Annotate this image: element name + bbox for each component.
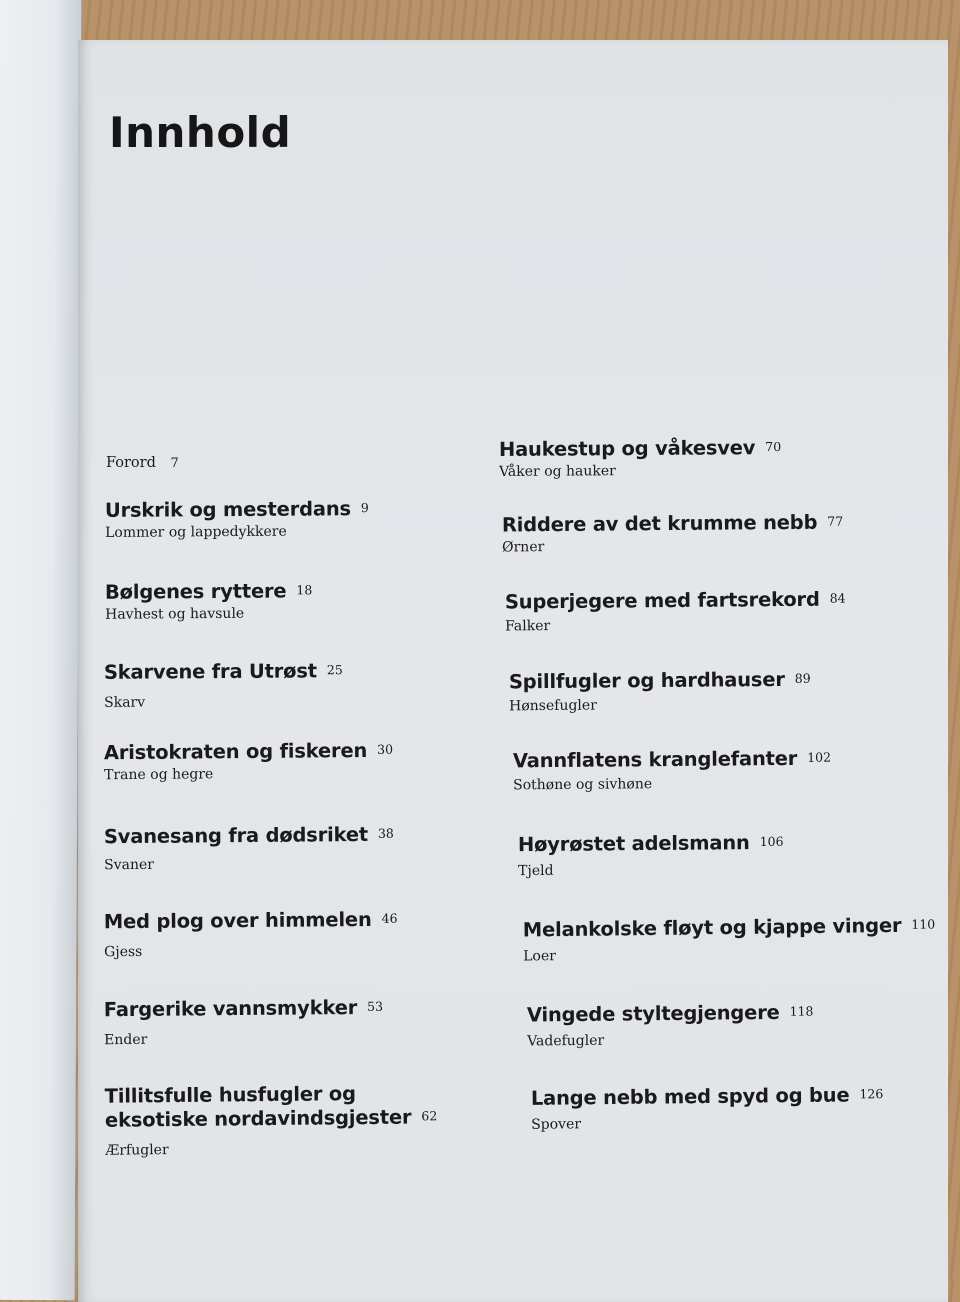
toc-entry — [104, 823, 394, 877]
toc-page-number: 30 — [377, 741, 394, 757]
toc-entry — [105, 1080, 438, 1162]
toc-entry — [513, 747, 832, 797]
toc-entry — [499, 436, 782, 483]
toc-heading: Skarvene fra Utrøst — [103, 659, 317, 684]
toc-entry — [104, 996, 384, 1052]
toc-heading: Med plog over himmelen — [103, 907, 372, 934]
toc-page-number: 9 — [360, 500, 369, 516]
toc-page-number: 53 — [367, 998, 384, 1014]
toc-subtitle: Ender — [104, 1031, 148, 1049]
toc-page-number: 89 — [794, 670, 811, 686]
toc-subtitle: Sothøne og sivhøne — [513, 776, 653, 794]
toc-page-number: 106 — [759, 833, 784, 850]
toc-entry — [509, 668, 811, 718]
toc-heading: Urskrik og mesterdans — [104, 497, 351, 522]
toc-page-number: 110 — [911, 916, 936, 932]
toc-page-number: 102 — [807, 749, 832, 765]
toc-entry — [523, 913, 936, 967]
toc-entry-forord — [106, 455, 179, 471]
toc-entry — [527, 1001, 814, 1053]
toc-heading: Riddere av det krumme nebb — [501, 510, 818, 537]
toc-heading: Superjegere med fartsrekord — [504, 587, 820, 614]
page-title: Innhold — [109, 108, 292, 157]
toc-page-number: 46 — [381, 910, 398, 926]
toc-page-number: 70 — [765, 439, 782, 455]
toc-entry — [105, 497, 369, 544]
toc-subtitle: Tjeld — [518, 862, 554, 880]
toc-page-number: 84 — [829, 590, 846, 606]
toc-entry-label: Forord — [106, 455, 156, 471]
toc-heading: Fargerike vannsmykker — [103, 996, 358, 1022]
toc-page-number: 7 — [170, 456, 179, 471]
toc-page-number: 62 — [421, 1108, 438, 1124]
toc-page-number: 18 — [296, 582, 313, 598]
toc-subtitle: Våker og hauker — [499, 463, 616, 480]
toc-entry — [505, 588, 846, 638]
toc-heading: Høyrøstet adelsmann — [517, 831, 750, 857]
toc-subtitle: Havhest og havsule — [105, 605, 245, 623]
toc-subtitle: Ørner — [502, 539, 545, 556]
toc-heading: Aristokraten og fiskeren — [103, 738, 368, 765]
toc-subtitle: Ærfugler — [105, 1142, 169, 1160]
toc-heading: Vingede styltegjengere — [526, 1000, 780, 1027]
toc-subtitle: Loer — [523, 948, 556, 965]
contents-page — [78, 40, 948, 1302]
toc-heading: Svanesang fra dødsriket — [103, 822, 369, 849]
toc-heading: Spillfugler og hardhauser — [508, 667, 785, 694]
toc-subtitle: Spover — [531, 1116, 582, 1133]
facing-page-edge — [0, 0, 81, 1300]
toc-subtitle: Falker — [505, 618, 551, 635]
toc-entry — [104, 659, 343, 714]
toc-subtitle: Gjess — [104, 943, 143, 961]
toc-page-number: 77 — [827, 513, 844, 529]
toc-subtitle: Svaner — [104, 856, 155, 874]
toc-heading: Vannflatens kranglefanter — [512, 746, 798, 773]
toc-heading: Lange nebb med spyd og bue — [530, 1083, 850, 1110]
toc-page-number: 118 — [789, 1003, 814, 1019]
toc-subtitle: Lommer og lappedykkere — [105, 523, 287, 541]
toc-entry — [105, 579, 313, 626]
toc-subtitle: Hønsefugler — [509, 697, 597, 715]
toc-entry — [104, 739, 393, 787]
toc-page-number: 38 — [377, 825, 394, 841]
toc-heading-line: eksotiske nordavindsgjester — [104, 1105, 412, 1133]
toc-entry — [502, 511, 844, 559]
toc-page-number: 126 — [859, 1086, 884, 1102]
toc-entry — [531, 1083, 884, 1136]
toc-subtitle: Skarv — [104, 694, 146, 711]
toc-heading: Haukestup og våkesvev — [498, 436, 756, 461]
toc-entry — [518, 831, 784, 883]
toc-subtitle: Trane og hegre — [104, 766, 214, 784]
toc-heading-line: Tillitsfulle husfugler og — [104, 1082, 356, 1108]
toc-page-number: 25 — [326, 662, 343, 678]
toc-heading: Melankolske fløyt og kjappe vinger — [522, 913, 902, 942]
toc-subtitle: Vadefugler — [527, 1032, 605, 1050]
toc-entry — [104, 908, 398, 964]
toc-heading: Bølgenes ryttere — [104, 579, 287, 604]
